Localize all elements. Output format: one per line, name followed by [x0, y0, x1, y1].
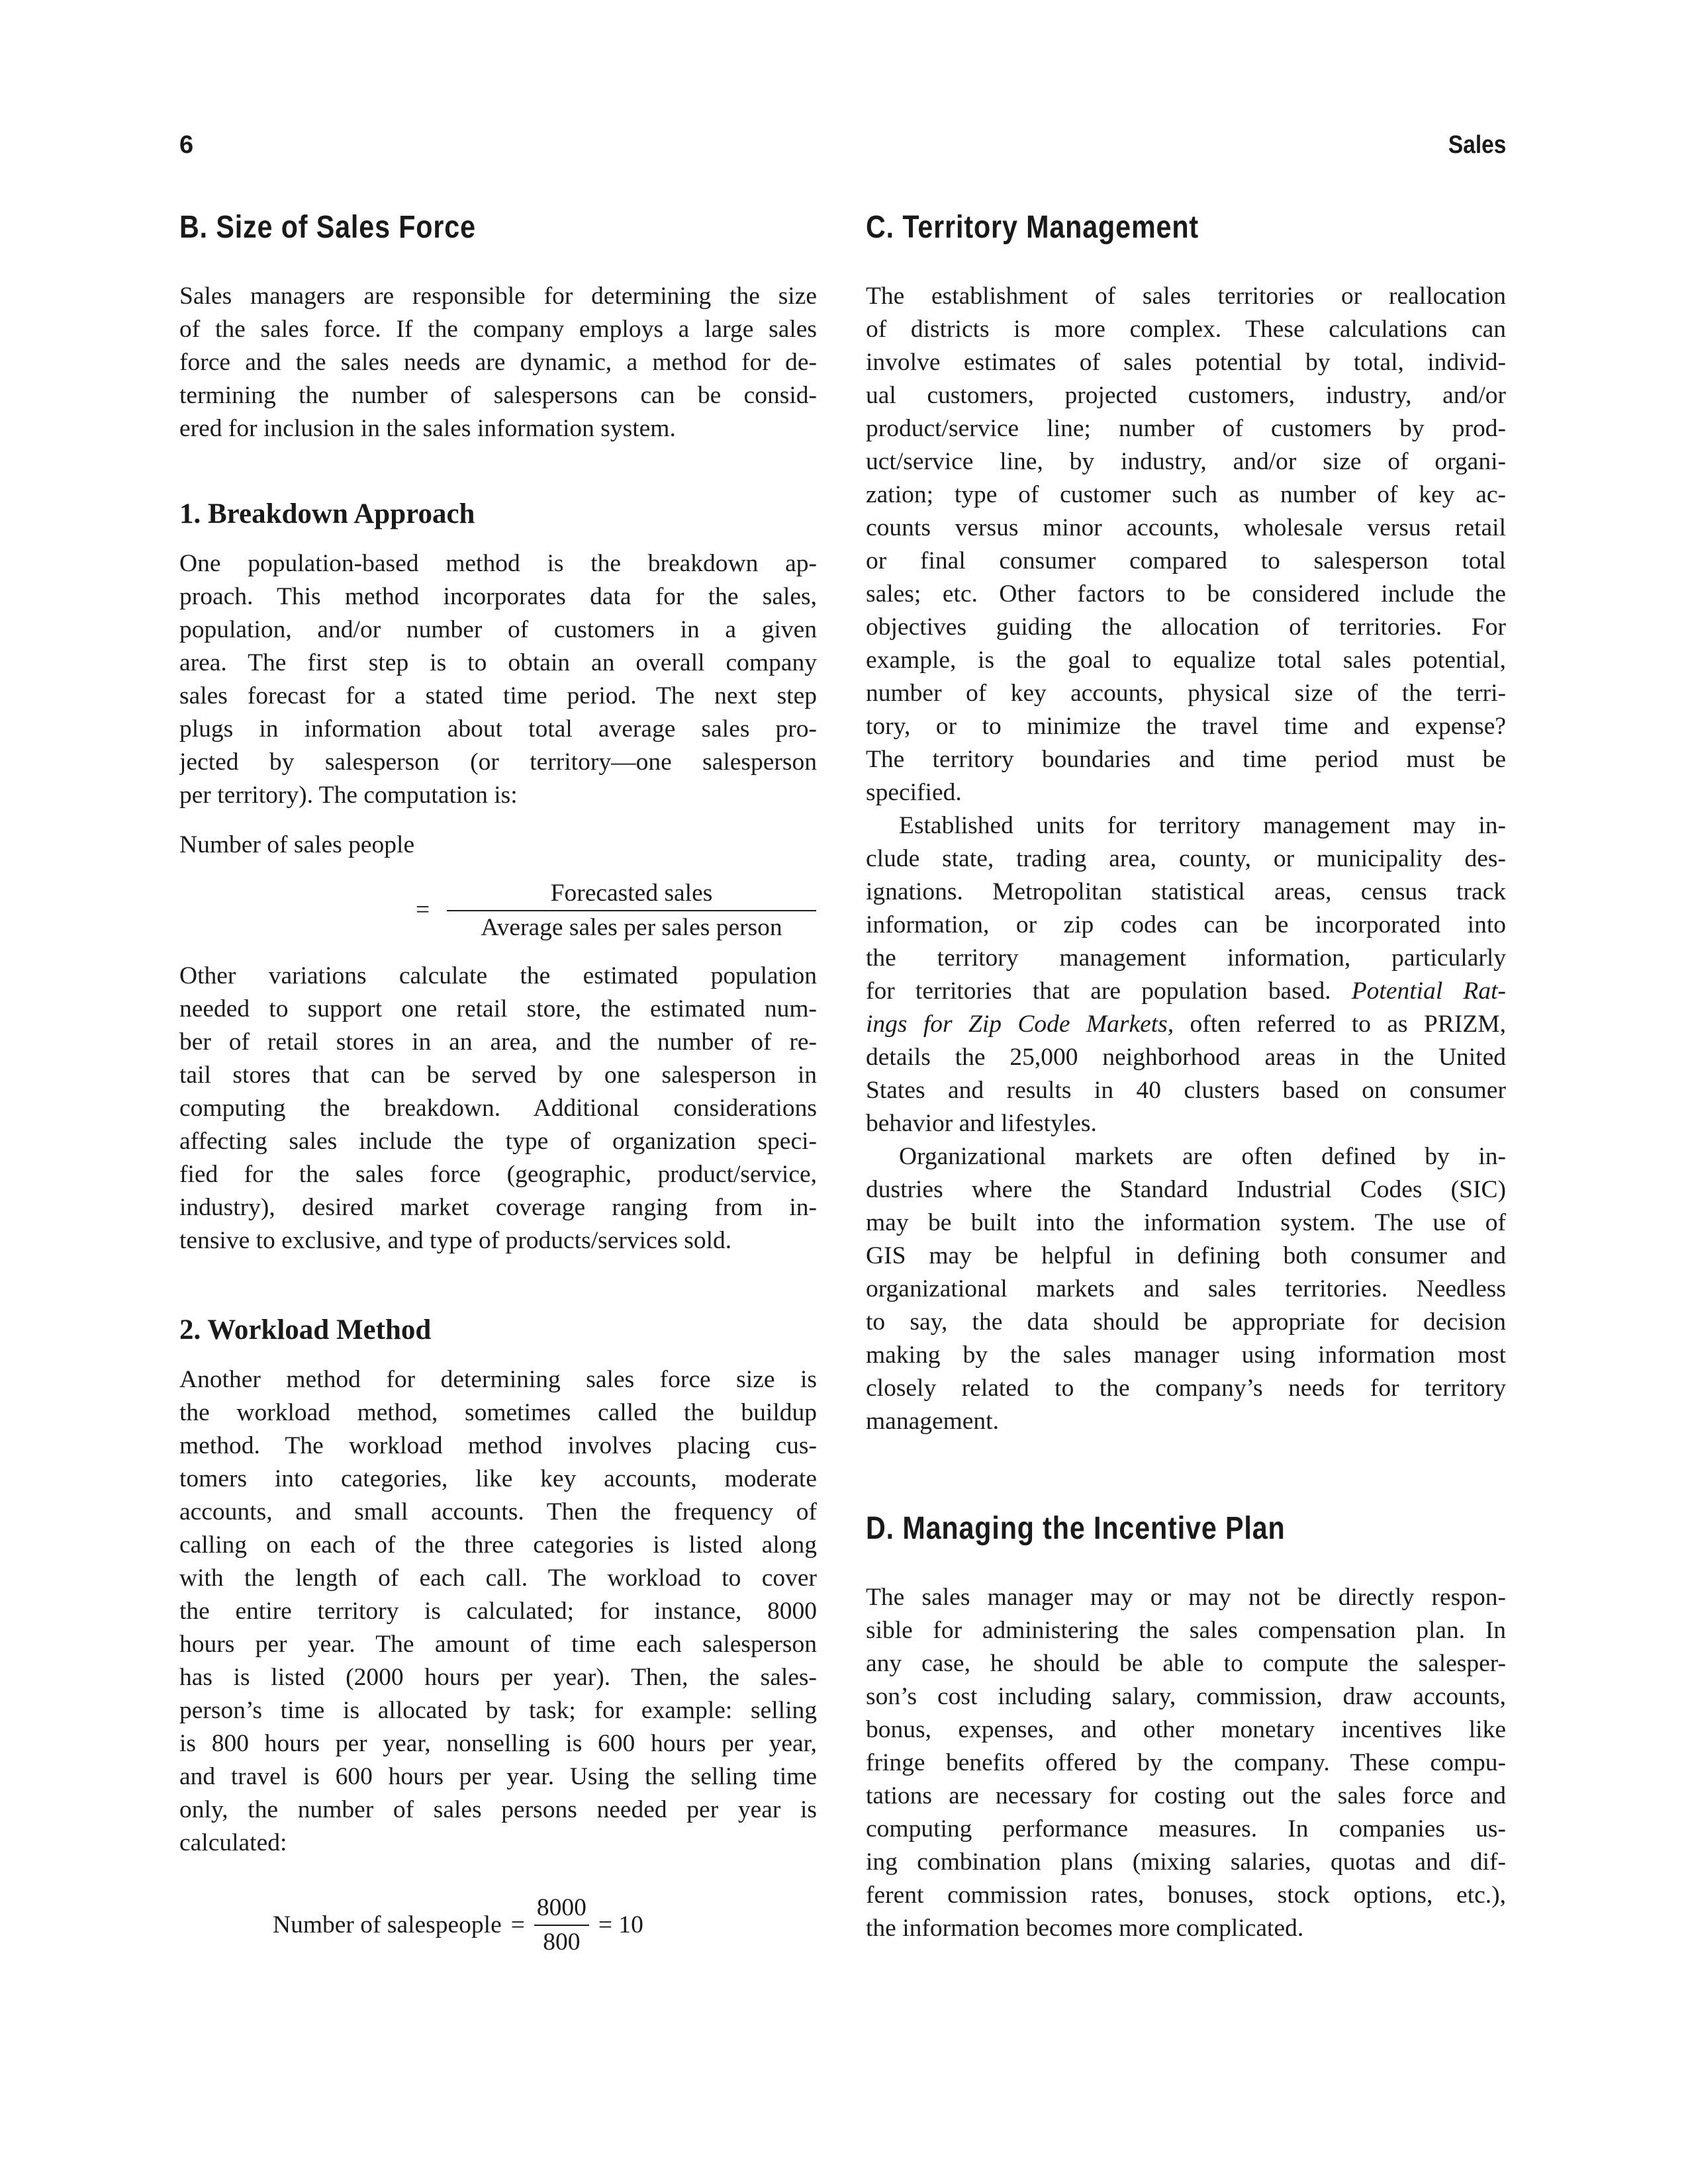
text-line: Organizational markets are often defined by in-	[899, 1143, 1506, 1170]
text-line: number of key accounts, physical size of the terri-	[866, 680, 1506, 707]
text-line: information, or zip codes can be incorporated into	[866, 911, 1506, 938]
text-line: Other variations calculate the estimated population	[179, 962, 817, 989]
text-line: closely related to the company’s needs for territory	[866, 1375, 1506, 1402]
text-line: ered for inclusion in the sales information system.	[179, 415, 676, 442]
text-line: The establishment of sales territories or reallocation	[866, 283, 1506, 310]
text-line: to say, the data should be appropriate for decision	[866, 1308, 1506, 1336]
paragraph-breakdown	[179, 547, 817, 812]
text-line: is 800 hours per year, nonselling is 600 hours per year,	[179, 1730, 817, 1757]
section-heading-size-of-sales-force: B. Size of Sales Force	[179, 210, 476, 245]
workload-formula	[273, 1891, 643, 1959]
text-line: sales; etc. Other factors to be considered include the	[866, 580, 1506, 608]
text-line: tomers into categories, like key accounts, moderate	[179, 1465, 817, 1492]
page-number: 6	[179, 131, 194, 159]
text-line: tensive to exclusive, and type of products/services sold.	[179, 1227, 732, 1254]
text-line: ber of retail stores in an area, and the number of re-	[179, 1028, 817, 1056]
formula-label: Number of sales people	[179, 831, 415, 858]
text-line: the workload method, sometimes called the buildup	[179, 1399, 817, 1426]
paragraph-territory-2	[866, 809, 1506, 1140]
text-line: area. The first step is to obtain an overall company	[179, 649, 817, 676]
text-line: accounts, and small accounts. Then the frequency of	[179, 1498, 817, 1525]
text-line: ual customers, projected customers, industry, and/or	[866, 382, 1506, 409]
text-line: calculated:	[179, 1829, 287, 1856]
text-line: affecting sales include the type of organization speci-	[179, 1128, 817, 1155]
text-line: the territory management information, particularly	[866, 944, 1506, 972]
text-line: The territory boundaries and time period must be	[866, 746, 1506, 773]
text-line: behavior and lifestyles.	[866, 1110, 1097, 1137]
text-line: force and the sales needs are dynamic, a method for de-	[179, 349, 817, 376]
italic-text: Potential Rat-	[1351, 978, 1506, 1005]
paragraph-breakdown-variations	[179, 960, 817, 1257]
text-line: needed to support one retail store, the estimated num-	[179, 995, 817, 1023]
formula-equals: =	[416, 896, 430, 923]
paragraph-workload	[179, 1363, 817, 1860]
text-line: objectives guiding the allocation of territories. For	[866, 614, 1506, 641]
text-line: hours per year. The amount of time each salesperson	[179, 1631, 817, 1658]
formula-fraction	[447, 877, 816, 944]
formula-result: = 10	[598, 1911, 643, 1938]
text-line: plugs in information about total average sales pro-	[179, 715, 817, 743]
formula-numerator: Forecasted sales	[447, 877, 816, 911]
text-line: zation; type of customer such as number of key ac-	[866, 481, 1506, 508]
text-line: involve estimates of sales potential by total, individ-	[866, 349, 1506, 376]
section-heading-incentive-plan: D. Managing the Incentive Plan	[866, 1511, 1286, 1546]
text-segment: often referred to as PRIZM,	[1174, 1011, 1506, 1038]
text-line: States and results in 40 clusters based on consumer	[866, 1077, 1506, 1104]
subheading-workload-method: 2. Workload Method	[179, 1314, 432, 1345]
paragraph-incentive-plan	[866, 1581, 1506, 1945]
text-line: person’s time is allocated by task; for example: selling	[179, 1697, 817, 1724]
text-line	[866, 1008, 1506, 1041]
text-line: the information becomes more complicated.	[866, 1915, 1304, 1942]
paragraph-territory-3	[866, 1140, 1506, 1438]
text-line: clude state, trading area, county, or municipality des-	[866, 845, 1506, 872]
text-line: the entire territory is calculated; for instance, 8000	[179, 1598, 817, 1625]
text-line: dustries where the Standard Industrial Codes (SIC)	[866, 1176, 1506, 1203]
text-line: Established units for territory management may in-	[899, 812, 1506, 839]
text-line: The sales manager may or may not be directly respon-	[866, 1584, 1506, 1611]
text-line: method. The workload method involves placing cus-	[179, 1432, 817, 1459]
text-line: per territory). The computation is:	[179, 782, 518, 809]
formula-fraction	[534, 1891, 589, 1959]
text-line: details the 25,000 neighborhood areas in the United	[866, 1044, 1506, 1071]
text-line: tations are necessary for costing out the sales force and	[866, 1782, 1506, 1809]
text-line: example, is the goal to equalize total sales potential,	[866, 647, 1506, 674]
text-line: Another method for determining sales force size is	[179, 1366, 817, 1393]
text-line: specified.	[866, 779, 962, 806]
formula-equals: =	[510, 1911, 525, 1938]
italic-text: ings for Zip Code Markets,	[866, 1011, 1174, 1038]
paragraph-sales-force-intro	[179, 280, 817, 445]
text-line: or final consumer compared to salesperson total	[866, 547, 1506, 574]
text-line: ing combination plans (mixing salaries, quotas and dif-	[866, 1848, 1506, 1876]
text-line: proach. This method incorporates data for the sales,	[179, 583, 817, 610]
section-heading-territory-management: C. Territory Management	[866, 210, 1199, 245]
text-line: organizational markets and sales territories. Needless	[866, 1275, 1506, 1302]
text-line: only, the number of sales persons needed per year is	[179, 1796, 817, 1823]
text-line: counts versus minor accounts, wholesale versus retail	[866, 514, 1506, 541]
text-line: of districts is more complex. These calculations can	[866, 316, 1506, 343]
text-line: Sales managers are responsible for determining the size	[179, 283, 817, 310]
text-line: has is listed (2000 hours per year). Then, the sales-	[179, 1664, 817, 1691]
text-line: bonus, expenses, and other monetary incentives like	[866, 1716, 1506, 1743]
text-line: may be built into the information system. The use of	[866, 1209, 1506, 1236]
text-line: computing the breakdown. Additional considerations	[179, 1095, 817, 1122]
text-line: ignations. Metropolitan statistical areas, census track	[866, 878, 1506, 905]
text-line: any case, he should be able to compute the salesper-	[866, 1650, 1506, 1677]
text-line: ferent commission rates, bonuses, stock options, etc.),	[866, 1882, 1506, 1909]
text-line: product/service line; number of customers by prod-	[866, 415, 1506, 442]
text-line: One population-based method is the breakdown ap-	[179, 550, 817, 577]
text-line: sible for administering the sales compensation plan. In	[866, 1617, 1506, 1644]
formula-denominator: 800	[543, 1929, 581, 1956]
text-line: fringe benefits offered by the company. These compu-	[866, 1749, 1506, 1776]
text-line: calling on each of the three categories is listed along	[179, 1531, 817, 1559]
running-title: Sales	[1448, 131, 1506, 159]
text-line: tail stores that can be served by one salesperson in	[179, 1062, 817, 1089]
text-line: GIS may be helpful in defining both consumer and	[866, 1242, 1506, 1269]
text-line: management.	[866, 1408, 999, 1435]
text-line: son’s cost including salary, commission, draw accounts,	[866, 1683, 1506, 1710]
text-line	[866, 975, 1506, 1008]
paragraph-territory-1	[866, 280, 1506, 809]
text-line: industry), desired market coverage ranging from in-	[179, 1194, 817, 1221]
text-line: and travel is 600 hours per year. Using the selling time	[179, 1763, 817, 1790]
text-segment: for territories that are population based.	[866, 978, 1352, 1005]
subheading-breakdown-approach: 1. Breakdown Approach	[179, 498, 475, 529]
formula-numerator: 8000	[534, 1891, 589, 1926]
text-line: jected by salesperson (or territory—one salesperson	[179, 749, 817, 776]
text-line: of the sales force. If the company employs a large sales	[179, 316, 817, 343]
text-line: making by the sales manager using information most	[866, 1342, 1506, 1369]
text-line: computing performance measures. In companies us-	[866, 1815, 1506, 1843]
text-line: with the length of each call. The workload to cover	[179, 1565, 817, 1592]
text-line: fied for the sales force (geographic, product/service,	[179, 1161, 817, 1188]
text-line: uct/service line, by industry, and/or size of organi-	[866, 448, 1506, 475]
text-line: sales forecast for a stated time period. The next step	[179, 682, 817, 709]
formula-denominator: Average sales per sales person	[481, 914, 782, 941]
formula-label: Number of salespeople	[273, 1911, 502, 1938]
text-line: population, and/or number of customers in a given	[179, 616, 817, 643]
text-line: termining the number of salespersons can be consid-	[179, 382, 817, 409]
text-line: tory, or to minimize the travel time and expense?	[866, 713, 1506, 740]
